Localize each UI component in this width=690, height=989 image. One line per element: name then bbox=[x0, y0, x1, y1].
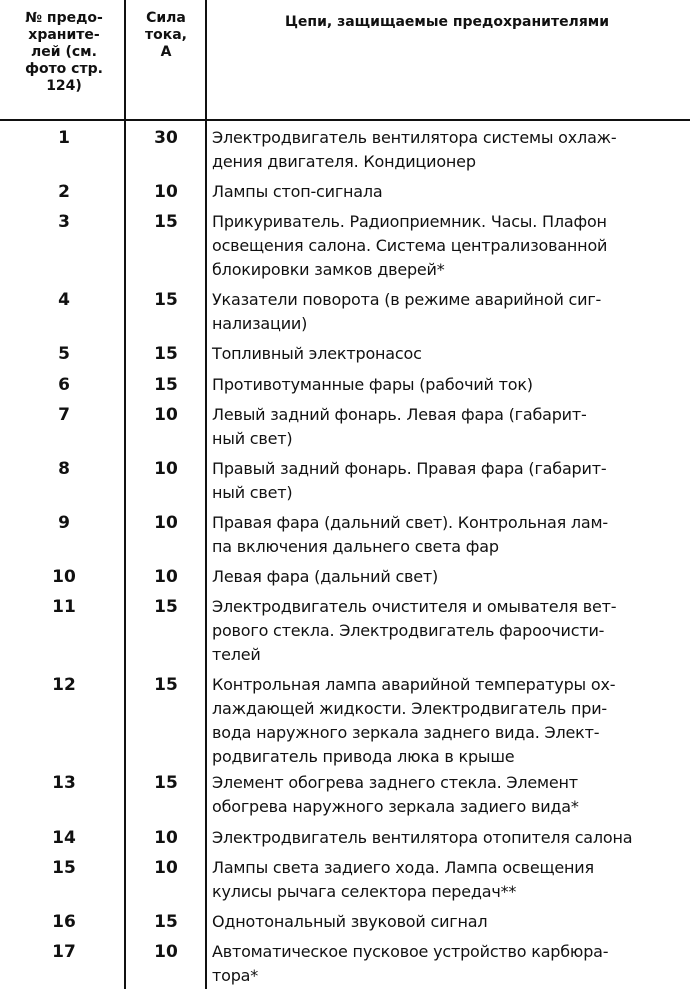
fuse-number: 2 bbox=[58, 182, 70, 202]
fuse-current: 10 bbox=[154, 405, 178, 425]
fuse-circuits: Правая фара (дальний свет). Контрольная лам- па включения дальнего света фар bbox=[212, 513, 608, 556]
fuse-current: 15 bbox=[154, 773, 178, 793]
fuse-current: 15 bbox=[154, 290, 178, 310]
fuse-current: 10 bbox=[154, 513, 178, 533]
fuse-number: 10 bbox=[52, 567, 76, 587]
fuse-number: 11 bbox=[52, 597, 76, 617]
header-current: Сила тока, А bbox=[145, 10, 187, 60]
fuse-current: 15 bbox=[154, 212, 178, 232]
fuse-number: 16 bbox=[52, 912, 76, 932]
fuse-circuits: Топливный электронасос bbox=[212, 344, 422, 363]
fuse-number: 12 bbox=[52, 675, 76, 695]
header-divider bbox=[0, 119, 690, 121]
fuse-circuits: Лампы света задиего хода. Лампа освещения кулисы рычага селектора передач** bbox=[212, 858, 594, 901]
fuse-number: 6 bbox=[58, 375, 70, 395]
fuse-current: 15 bbox=[154, 912, 178, 932]
fuse-circuits: Прикуриватель. Радиоприемник. Часы. Плафон освещения салона. Система централизованной блокировки замков дверей* bbox=[212, 212, 608, 279]
fuse-number: 7 bbox=[58, 405, 70, 425]
column-divider bbox=[124, 0, 126, 989]
fuse-number: 3 bbox=[58, 212, 70, 232]
fuse-current: 15 bbox=[154, 675, 178, 695]
header-circuits: Цепи, защищаемые предохранителями bbox=[284, 14, 610, 30]
fuse-circuits: Элемент обогрева заднего стекла. Элемент обогрева наружного зеркала задиего вида* bbox=[212, 773, 579, 816]
fuse-number: 14 bbox=[52, 828, 76, 848]
header-fuse-number: № предо- храните- лей (см. фото стр. 124) bbox=[25, 10, 103, 94]
fuse-current: 10 bbox=[154, 942, 178, 962]
column-divider bbox=[205, 0, 207, 989]
fuse-circuits: Лампы стоп-сигнала bbox=[212, 182, 383, 201]
fuse-circuits: Однотональный звуковой сигнал bbox=[212, 912, 488, 931]
fuse-current: 30 bbox=[154, 128, 178, 148]
fuse-circuits: Противотуманные фары (рабочий ток) bbox=[212, 375, 533, 394]
fuse-number: 9 bbox=[58, 513, 70, 533]
fuse-number: 5 bbox=[58, 344, 70, 364]
fuse-circuits: Автоматическое пусковое устройство карбюра- тора* bbox=[212, 942, 609, 985]
fuse-current: 15 bbox=[154, 344, 178, 364]
fuse-circuits: Левый задний фонарь. Левая фара (габарит- ный свет) bbox=[212, 405, 587, 448]
fuse-current: 15 bbox=[154, 375, 178, 395]
fuse-number: 13 bbox=[52, 773, 76, 793]
fuse-number: 8 bbox=[58, 459, 70, 479]
fuse-current: 15 bbox=[154, 597, 178, 617]
fuse-circuits: Электродвигатель очистителя и омывателя вет- рового стекла. Электродвигатель фароочисти- телей bbox=[212, 597, 617, 664]
fuse-number: 1 bbox=[58, 128, 70, 148]
fuse-circuits: Электродвигатель вентилятора отопителя салона bbox=[212, 828, 633, 847]
fuse-current: 10 bbox=[154, 567, 178, 587]
fuse-current: 10 bbox=[154, 828, 178, 848]
fuse-current: 10 bbox=[154, 459, 178, 479]
fuse-circuits: Левая фара (дальний свет) bbox=[212, 567, 439, 586]
fuse-number: 17 bbox=[52, 942, 76, 962]
fuse-number: 4 bbox=[58, 290, 70, 310]
fuse-current: 10 bbox=[154, 858, 178, 878]
fuse-number: 15 bbox=[52, 858, 76, 878]
fuse-circuits: Электродвигатель вентилятора системы охлаж- дения двигателя. Кондиционер bbox=[212, 128, 617, 171]
fuse-circuits: Контрольная лампа аварийной температуры ох- лаждающей жидкости. Электродвигатель при- вода наружного зеркала заднего вида. Элект- родвигатель привода люка в крыше bbox=[212, 675, 616, 766]
fuse-circuits: Указатели поворота (в режиме аварийной сиг- нализации) bbox=[212, 290, 602, 333]
fuse-current: 10 bbox=[154, 182, 178, 202]
fuse-circuits: Правый задний фонарь. Правая фара (габарит- ный свет) bbox=[212, 459, 607, 502]
